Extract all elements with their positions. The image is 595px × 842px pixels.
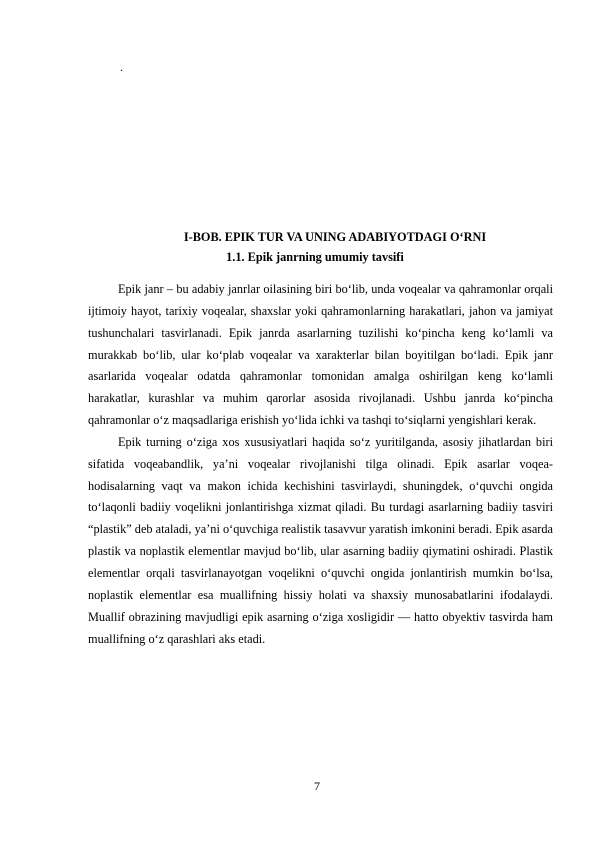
page-number: 7 xyxy=(314,779,320,793)
body-text xyxy=(88,279,553,650)
chapter-title: I-BOB. EPIK TUR VA UNING ADABIYOTDAGI O‘RNI xyxy=(183,230,487,244)
stray-dot: . xyxy=(120,60,123,74)
paragraph: Epik turning o‘ziga xos xususiyatlari haqida so‘z yuritilganda, asosiy jihatlardan biri sifatida voqeabandlik, ya’ni voqealar rivojlanishi tilga olinadi. Epik asarlar voqea-hodisalarning vaqt va makon ichida kechishini tasvirlaydi, shuningdek, o‘quvchi ongida to‘laqonli badiiy voqelikni jonlantirishga xizmat qiladi. Bu turdagi asarlarning badiiy tasviri “plastik” deb ataladi, ya’ni o‘quvchiga realistik tasavvur yaratish imkonini beradi. Epik asarda plastik va noplastik elementlar mavjud bo‘lib, ular asarning badiiy qiymatini oshiradi. Plastik elementlar orqali tasvirlanayotgan voqelikni o‘quvchi ongida jonlantirish mumkin bo‘lsa, noplastik elementlar esa muallifning hissiy holati va shaxsiy munosabatlarini ifodalaydi. Muallif obrazining mavjudligi epik asarning o‘ziga xosligidir — hatto obyektiv tasvirda ham muallifning o‘z qarashlari aks etadi. xyxy=(88,434,553,646)
section-title: 1.1. Epik janrning umumiy tavsifi xyxy=(226,250,404,264)
paragraph: Epik janr – bu adabiy janrlar oilasining biri bo‘lib, unda voqealar va qahramonlar orqali ijtimoiy hayot, tarixiy voqealar, shaxslar yoki qahramonlarning harakatlari, jahon va jamiyat tushunchalari tasvirlanadi. Epik janrda asarlarning tuzilishi ko‘pincha keng ko‘lamli va murakkab bo‘lib, ular ko‘plab voqealar va xarakterlar bilan boyitilgan bo‘ladi. Epik janr asarlarida voqealar odatda qahramonlar tomonidan amalga oshirilgan keng ko‘lamli harakatlar, kurashlar va muhim qarorlar asosida rivojlanadi. Ushbu janrda ko‘pincha qahramonlar o‘z maqsadlariga erishish yo‘lida ichki va tashqi to‘siqlarni yengishlari kerak. xyxy=(88,282,553,428)
